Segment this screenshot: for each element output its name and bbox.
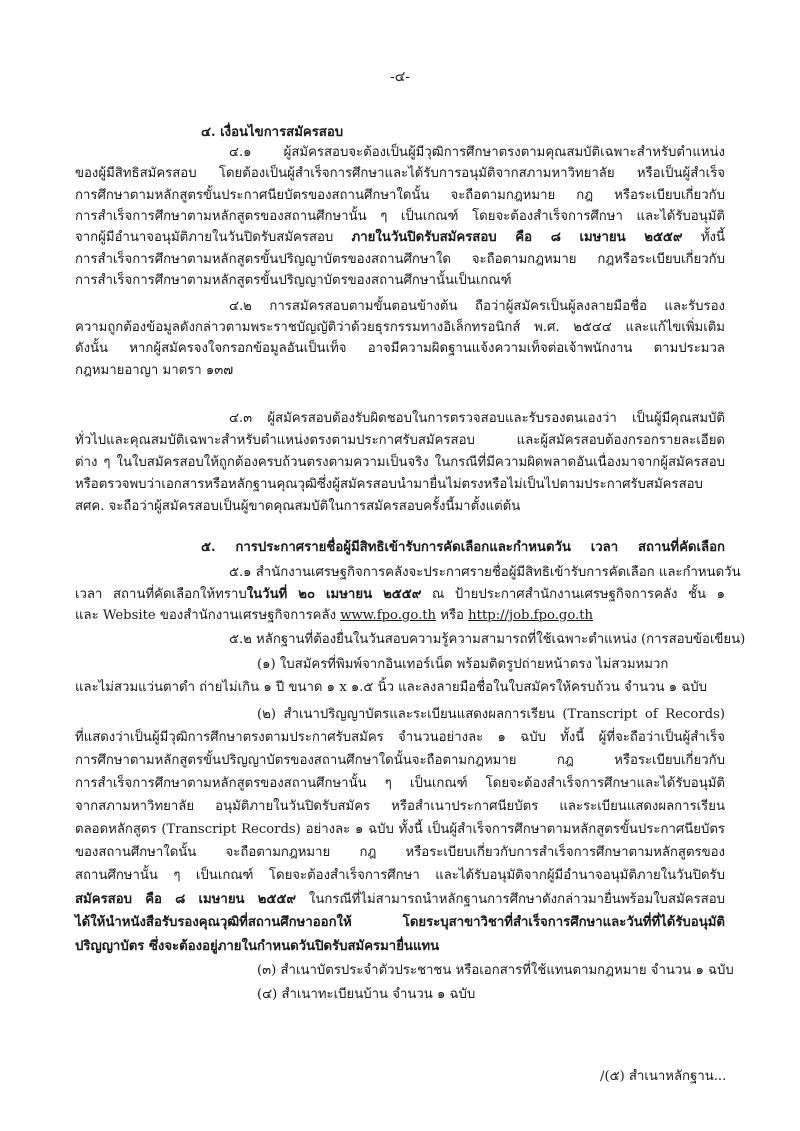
para-4-1-line [75, 228, 725, 248]
text-run: ในกรณีที่ไม่สามารถนำหลักฐานการศึกษาดังกล่าวมายื่นพร้อมใบสมัครสอบ [296, 892, 726, 907]
announce-date-bold: ในวันที่ ๒๐ เมษายน ๒๕๕๙ [246, 587, 422, 602]
para-4-2-line: กฎหมายอาญา มาตรา ๑๓๗ [75, 363, 234, 378]
para-4-1-line: การสำเร็จการศึกษาตามหลักสูตรขั้นปริญญาบัตรของสถานศึกษานั้นเป็นเกณฑ์ [75, 273, 512, 288]
para-4-1-line: ๔.๑ ผู้สมัครสอบจะต้องเป็นผู้มีวุฒิการศึกษาตรงตามคุณสมบัติเฉพาะสำหรับตำแหน่ง [229, 145, 725, 160]
item-2-line: ตลอดหลักสูตร (Transcript Records) อย่างละ ๑ ฉบับ ทั้งนี้ เป็นผู้สำเร็จการศึกษาตามหลักสูตรขั้นประกาศนียบัตร [75, 822, 725, 837]
item-2-line: จากสภามหาวิทยาลัย อนุมัติภายในวันปิดรับสมัคร หรือสำเนาประกาศนียบัตร และระเบียนแสดงผลการเรียน [75, 799, 725, 814]
para-4-1-line: การสำเร็จการศึกษาตามหลักสูตรขั้นปริญญาบัตรของสถานศึกษาใด จะถือตามกฎหมาย กฎหรือระเบียบเกี่ยวกับ [75, 252, 725, 267]
continuation-note: /(๕) สำเนาหลักฐาน... [600, 1069, 727, 1084]
item-2-line: ที่แสดงว่าเป็นผู้มีวุฒิการศึกษาตรงตามประกาศรับสมัคร จำนวนอย่างละ ๑ ฉบับ ทั้งนี้ ผู้ที่จะถือว่าเป็นผู้สำเร็จ [75, 730, 725, 745]
item-2-line: ปริญญาบัตร ซึ่งจะต้องอยู่ภายในกำหนดวันปิดรับสมัครมายื่นแทน [75, 939, 440, 954]
para-4-2-line: ความถูกต้องข้อมูลดังกล่าวตามพระราชบัญญัติว่าด้วยธุรกรรมทางอิเล็กทรอนิกส์ พ.ศ. ๒๕๔๔ และแก้ไขเพิ่มเติม [75, 320, 725, 335]
item-2-line: ได้ให้นำหนังสือรับรองคุณวุฒิที่สถานศึกษาออกให้ โดยระบุสาขาวิชาที่สำเร็จการศึกษาและวันที่ที่ได้รับอนุมัติ [75, 915, 725, 930]
item-3-line: (๓) สำเนาบัตรประจำตัวประชาชน หรือเอกสารที่ใช้แทนตามกฎหมาย จำนวน ๑ ฉบับ [257, 963, 734, 978]
item-2-line: การศึกษาตามหลักสูตรขั้นปริญญาบัตรของสถานศึกษาใดนั้นจะถือตามกฎหมาย กฎ หรือระเบียบเกี่ยวกับ [75, 753, 725, 768]
para-4-3-line: สศค. จะถือว่าผู้สมัครสอบเป็นผู้ขาดคุณสมบัติในการสมัครสอบครั้งนี้มาตั้งแต่ต้น [75, 499, 521, 514]
para-4-2-line: ๔.๒ การสมัครสอบตามขั้นตอนข้างต้น ถือว่าผู้สมัครเป็นผู้ลงลายมือชื่อ และรับรอง [229, 299, 725, 314]
item-2-line: สถานศึกษานั้น ๆ เป็นเกณฑ์ โดยจะต้องสำเร็จการศึกษา และได้รับอนุมัติจากผู้มีอำนาจอนุมัติภายในวันปิดรับ [75, 868, 725, 883]
para-5-1-line [75, 585, 725, 605]
item-1-line: (๑) ใบสมัครที่พิมพ์จากอินเทอร์เน็ต พร้อมติดรูปถ่ายหน้าตรง ไม่สวมหมวก [257, 657, 669, 672]
para-4-3-line: ทั่วไปและคุณสมบัติเฉพาะสำหรับตำแหน่งตรงตามประกาศรับสมัครสอบ และผู้สมัครสอบต้องกรอกรายละเอียด [75, 433, 725, 448]
fpo-website-link[interactable]: www.fpo.go.th [340, 608, 437, 623]
item-2-line: การสำเร็จการศึกษาตามหลักสูตรของสถานศึกษานั้น ๆ เป็นเกณฑ์ โดยจะต้องสำเร็จการศึกษาและได้รับอนุมัติ [75, 776, 725, 791]
para-4-3-line: หรือตรวจพบว่าเอกสารหรือหลักฐานคุณวุฒิซึ่งผู้สมัครสอบนำมายื่นไม่ตรงหรือไม่เป็นไปตามประกาศรับสมัครสอบ [75, 477, 703, 492]
para-4-1-line: การสำเร็จการศึกษาตามหลักสูตรของสถานศึกษานั้น ๆ เป็นเกณฑ์ โดยจะต้องสำเร็จการศึกษา และได้รับอนุมัติ [75, 209, 725, 224]
item-2-line: (๒) สำเนาปริญญาบัตรและระเบียนแสดงผลการเรียน (Transcript of Records) [257, 707, 725, 722]
para-5-2-line: ๕.๒ หลักฐานที่ต้องยื่นในวันสอบความรู้ความสามารถที่ใช้เฉพาะตำแหน่ง (การสอบข้อเขียน) [229, 632, 746, 647]
para-4-3-line: ๔.๓ ผู้สมัครสอบต้องรับผิดชอบในการตรวจสอบและรับรองตนเองว่า เป็นผู้มีคุณสมบัติ [229, 411, 725, 426]
item-4-line: (๔) สำเนาทะเบียนบ้าน จำนวน ๑ ฉบับ [257, 987, 476, 1002]
item-2-line: ของสถานศึกษาใดนั้น จะถือตามกฎหมาย กฎ หรือระเบียบเกี่ยวกับการสำเร็จการศึกษาตามหลักสูตรของ [75, 845, 725, 860]
section-4-heading: ๔. เงื่อนไขการสมัครสอบ [201, 125, 344, 140]
closing-date-bold: สมัครสอบ คือ ๘ เมษายน ๒๕๕๙ [75, 892, 297, 907]
section-5-heading: ๕. การประกาศรายชื่อผู้มีสิทธิเข้ารับการคัดเลือกและกำหนดวัน เวลา สถานที่คัดเลือก [201, 540, 725, 555]
para-5-1-line: ๕.๑ สำนักงานเศรษฐกิจการคลังจะประกาศรายชื่อผู้มีสิทธิเข้ารับการคัดเลือก และกำหนดวัน [229, 565, 741, 580]
closing-date-bold: ภายในวันปิดรับสมัครสอบ คือ ๘ เมษายน ๒๕๕๙ [351, 230, 683, 245]
text-run: หรือ [436, 608, 469, 623]
text-run: จากผู้มีอำนาจอนุมัติภายในวันปิดรับสมัครสอบ [75, 230, 352, 245]
para-4-1-line: ของผู้มีสิทธิสมัครสอบ โดยต้องเป็นผู้สำเร็จการศึกษาและได้รับการอนุมัติจากสภามหาวิทยาลัย หรือเป็นผู้สำเร็จ [75, 166, 725, 181]
para-4-3-line: ต่าง ๆ ในใบสมัครสอบให้ถูกต้องครบถ้วนตรงตามความเป็นจริง ในกรณีที่มีความผิดพลาดอันเนื่องมาจากผู้สมัครสอบ [75, 455, 725, 470]
job-website-link[interactable]: http://job.fpo.go.th [468, 608, 594, 623]
text-run: ทั้งนี้ [682, 230, 725, 245]
para-4-2-line: ดังนั้น หากผู้สมัครจงใจกรอกข้อมูลอันเป็นเท็จ อาจมีความผิดฐานแจ้งความเท็จต่อเจ้าพนักงาน ตามประมวล [75, 341, 725, 356]
item-2-line [75, 890, 725, 910]
item-1-line: และไม่สวมแว่นตาดำ ถ่ายไม่เกิน ๑ ปี ขนาด ๑ x ๑.๕ นิ้ว และลงลายมือชื่อในใบสมัครให้ครบถ้วน จำนวน ๑ ฉบับ [75, 680, 708, 695]
para-4-1-line: การศึกษาตามหลักสูตรขั้นประกาศนียบัตรของสถานศึกษาใดนั้น จะถือตามกฎหมาย กฎ หรือระเบียบเกี่ยวกับ [75, 188, 725, 203]
text-run: เวลา สถานที่คัดเลือกให้ทราบ [75, 587, 247, 602]
page-number: -๔- [389, 69, 411, 85]
text-run: ณ ป้ายประกาศสำนักงานเศรษฐกิจการคลัง ชั้น ๑ [421, 587, 725, 602]
text-run: และ Website ของสำนักงานเศรษฐกิจการคลัง [75, 608, 341, 623]
para-5-1-line [75, 606, 725, 626]
